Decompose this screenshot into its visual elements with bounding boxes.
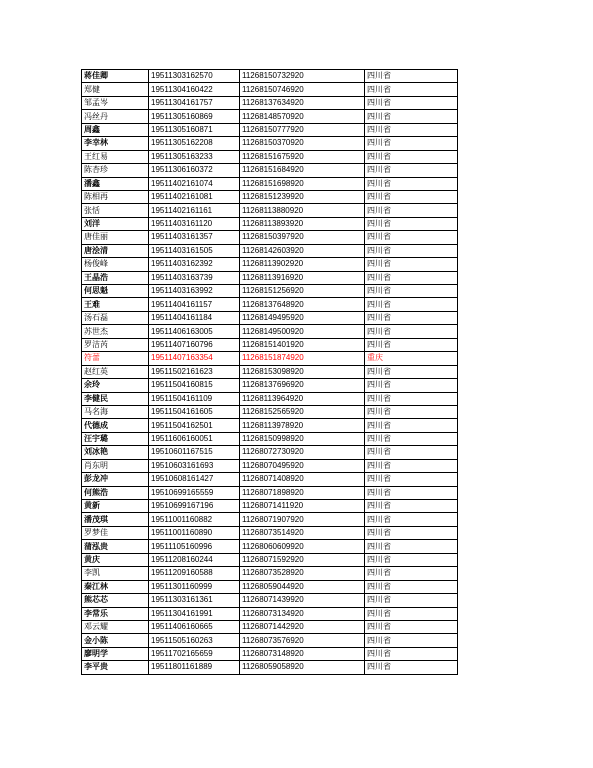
cell-name[interactable]: 何熊浩 [82,486,149,499]
cell-name[interactable]: 肖东明 [82,459,149,472]
cell-id1[interactable]: 19511403161505 [149,244,240,257]
cell-region[interactable]: 四川省 [365,405,458,418]
cell-name[interactable]: 秦江林 [82,580,149,593]
cell-region[interactable]: 四川省 [365,244,458,257]
cell-id1[interactable]: 19511403161357 [149,231,240,244]
cell-id2[interactable]: 11268151684920 [240,164,365,177]
cell-name[interactable]: 陈相再 [82,190,149,203]
cell-id1[interactable]: 19511105160996 [149,540,240,553]
cell-region[interactable]: 四川省 [365,379,458,392]
cell-id2[interactable]: 11268071411920 [240,500,365,513]
cell-id1[interactable]: 19511504160815 [149,379,240,392]
cell-name[interactable]: 郑健 [82,83,149,96]
cell-name[interactable]: 何思魁 [82,285,149,298]
table-row [82,258,458,271]
table-row [82,311,458,324]
cell-id2[interactable]: 11268073576920 [240,634,365,647]
cell-region[interactable]: 四川省 [365,96,458,109]
cell-region[interactable]: 四川省 [365,83,458,96]
table-row [82,661,458,674]
cell-region[interactable]: 四川省 [365,190,458,203]
cell-id2[interactable]: 11268150370920 [240,137,365,150]
cell-id1[interactable]: 19511305160871 [149,123,240,136]
cell-id2[interactable]: 11268150777920 [240,123,365,136]
table-row [82,392,458,405]
table-row [82,70,458,83]
cell-name[interactable]: 冯丝丹 [82,110,149,123]
cell-region[interactable]: 四川省 [365,164,458,177]
table-row [82,540,458,553]
cell-name[interactable]: 李凯 [82,567,149,580]
cell-id2[interactable]: 11268071442920 [240,620,365,633]
cell-id1[interactable]: 19511306160372 [149,164,240,177]
cell-name[interactable]: 熊芯芯 [82,594,149,607]
cell-region[interactable]: 四川省 [365,123,458,136]
table-row [82,83,458,96]
cell-region[interactable]: 四川省 [365,150,458,163]
cell-id1[interactable]: 19511505160263 [149,634,240,647]
cell-name[interactable]: 王晶浩 [82,271,149,284]
cell-id1[interactable]: 19511403163992 [149,285,240,298]
cell-name[interactable]: 王难 [82,298,149,311]
cell-id1[interactable]: 19511504161109 [149,392,240,405]
cell-id2[interactable]: 11268071592920 [240,553,365,566]
cell-id1[interactable]: 19511301160999 [149,580,240,593]
cell-id2[interactable]: 11268142603920 [240,244,365,257]
table-row [82,607,458,620]
cell-id2[interactable]: 11268151874920 [240,352,365,365]
cell-id2[interactable]: 11268151675920 [240,150,365,163]
cell-id1[interactable]: 19511404161184 [149,311,240,324]
table-row [82,473,458,486]
cell-id1[interactable]: 19511304160422 [149,83,240,96]
cell-id2[interactable]: 11268149500920 [240,325,365,338]
cell-id2[interactable]: 11268071439920 [240,594,365,607]
cell-name[interactable]: 罗梦佳 [82,526,149,539]
table-row [82,96,458,109]
cell-region[interactable]: 四川省 [365,338,458,351]
cell-id1[interactable]: 19511303161361 [149,594,240,607]
cell-id1[interactable]: 19511402161161 [149,204,240,217]
cell-region[interactable]: 重庆 [365,352,458,365]
cell-id1[interactable]: 19511702165659 [149,647,240,660]
cell-id1[interactable]: 19511502161623 [149,365,240,378]
cell-id1[interactable]: 19511305160869 [149,110,240,123]
table-row [82,352,458,365]
table-row [82,567,458,580]
cell-id1[interactable]: 19511305162208 [149,137,240,150]
cell-name[interactable]: 李幸林 [82,137,149,150]
cell-region[interactable]: 四川省 [365,419,458,432]
cell-id2[interactable]: 11268137648920 [240,298,365,311]
cell-id2[interactable]: 11268113964920 [240,392,365,405]
cell-id1[interactable]: 19510699165559 [149,486,240,499]
cell-region[interactable]: 四川省 [365,540,458,553]
cell-name[interactable]: 唐佳丽 [82,231,149,244]
cell-name[interactable]: 邓云耀 [82,620,149,633]
cell-region[interactable]: 四川省 [365,285,458,298]
cell-id1[interactable]: 19511606160051 [149,432,240,445]
cell-region[interactable]: 四川省 [365,231,458,244]
cell-id2[interactable]: 11268113893920 [240,217,365,230]
table-row [82,190,458,203]
table-row [82,271,458,284]
cell-id1[interactable]: 19511209160588 [149,567,240,580]
cell-id2[interactable]: 11268151401920 [240,338,365,351]
cell-id2[interactable]: 11268072730920 [240,446,365,459]
table-body [82,70,458,675]
cell-region[interactable]: 四川省 [365,432,458,445]
cell-id1[interactable]: 19511208160244 [149,553,240,566]
cell-id1[interactable]: 19511402161081 [149,190,240,203]
table-row [82,244,458,257]
cell-region[interactable]: 四川省 [365,647,458,660]
cell-id2[interactable]: 11268137696920 [240,379,365,392]
cell-region[interactable]: 四川省 [365,311,458,324]
table-row [82,580,458,593]
cell-name[interactable]: 刘洋 [82,217,149,230]
cell-id2[interactable]: 11268149495920 [240,311,365,324]
cell-id2[interactable]: 11268137634920 [240,96,365,109]
cell-region[interactable]: 四川省 [365,258,458,271]
cell-id2[interactable]: 11268153098920 [240,365,365,378]
cell-id1[interactable]: 19510699167196 [149,500,240,513]
cell-id1[interactable]: 19511403163739 [149,271,240,284]
cell-id2[interactable]: 11268073134920 [240,607,365,620]
table-row [82,177,458,190]
table-row [82,150,458,163]
cell-name[interactable]: 蒲泓贵 [82,540,149,553]
cell-region[interactable]: 四川省 [365,137,458,150]
cell-name[interactable]: 金小陈 [82,634,149,647]
cell-region[interactable]: 四川省 [365,526,458,539]
cell-region[interactable]: 四川省 [365,473,458,486]
cell-name[interactable]: 马名海 [82,405,149,418]
table-row [82,285,458,298]
cell-id2[interactable]: 11268148570920 [240,110,365,123]
cell-region[interactable]: 四川省 [365,620,458,633]
table-row [82,526,458,539]
cell-id2[interactable]: 11268151239920 [240,190,365,203]
cell-name[interactable]: 陈杏珍 [82,164,149,177]
table-row [82,419,458,432]
cell-id1[interactable]: 19511407160796 [149,338,240,351]
cell-id2[interactable]: 11268152565920 [240,405,365,418]
cell-name[interactable]: 黄新 [82,500,149,513]
cell-id2[interactable]: 11268113880920 [240,204,365,217]
cell-name[interactable]: 潘鑫 [82,177,149,190]
table-row [82,110,458,123]
cell-id2[interactable]: 11268060609920 [240,540,365,553]
cell-region[interactable]: 四川省 [365,110,458,123]
table-row [82,446,458,459]
table-row [82,123,458,136]
cell-id2[interactable]: 11268151698920 [240,177,365,190]
cell-region[interactable]: 四川省 [365,486,458,499]
cell-name[interactable]: 汪宇璐 [82,432,149,445]
cell-id1[interactable]: 19511407163354 [149,352,240,365]
table-row [82,204,458,217]
cell-region[interactable]: 四川省 [365,661,458,674]
cell-id1[interactable]: 19511303162570 [149,70,240,83]
cell-name[interactable]: 潘茂琪 [82,513,149,526]
cell-name[interactable]: 李健民 [82,392,149,405]
cell-id1[interactable]: 19511504162501 [149,419,240,432]
cell-id1[interactable]: 19511404161157 [149,298,240,311]
cell-region[interactable]: 四川省 [365,594,458,607]
cell-region[interactable]: 四川省 [365,607,458,620]
cell-name[interactable]: 廖明学 [82,647,149,660]
cell-name[interactable]: 刘冰艳 [82,446,149,459]
table-row [82,647,458,660]
table-row [82,620,458,633]
cell-id1[interactable]: 19511801161889 [149,661,240,674]
table-row [82,459,458,472]
cell-region[interactable]: 四川省 [365,217,458,230]
cell-region[interactable]: 四川省 [365,459,458,472]
cell-region[interactable]: 四川省 [365,70,458,83]
cell-id2[interactable]: 11268113978920 [240,419,365,432]
cell-region[interactable]: 四川省 [365,634,458,647]
cell-id2[interactable]: 11268150732920 [240,70,365,83]
cell-name[interactable]: 杨俊峰 [82,258,149,271]
table-row [82,231,458,244]
table-row [82,217,458,230]
cell-id1[interactable]: 19511403162392 [149,258,240,271]
cell-id1[interactable]: 19511304161757 [149,96,240,109]
cell-name[interactable]: 李常乐 [82,607,149,620]
cell-region[interactable]: 四川省 [365,513,458,526]
cell-name[interactable]: 邹孟岑 [82,96,149,109]
cell-name[interactable]: 唐浍清 [82,244,149,257]
cell-name[interactable]: 汤石磊 [82,311,149,324]
cell-name[interactable]: 代德成 [82,419,149,432]
table-row [82,500,458,513]
table-row [82,164,458,177]
table-row [82,405,458,418]
table-row [82,137,458,150]
cell-name[interactable]: 张恬 [82,204,149,217]
spreadsheet [81,69,458,675]
cell-id2[interactable]: 11268073148920 [240,647,365,660]
data-table [81,69,458,675]
cell-id2[interactable]: 11268113916920 [240,271,365,284]
cell-id2[interactable]: 11268150746920 [240,83,365,96]
cell-name[interactable]: 罗洁芮 [82,338,149,351]
cell-name[interactable]: 王红易 [82,150,149,163]
cell-region[interactable]: 四川省 [365,271,458,284]
cell-id2[interactable]: 11268059058920 [240,661,365,674]
cell-id1[interactable]: 19511001160882 [149,513,240,526]
table-row [82,486,458,499]
cell-id2[interactable]: 11268071907920 [240,513,365,526]
cell-id1[interactable]: 19510601167515 [149,446,240,459]
cell-id2[interactable]: 11268150397920 [240,231,365,244]
cell-id2[interactable]: 11268073528920 [240,567,365,580]
table-row [82,298,458,311]
cell-name[interactable]: 李平贵 [82,661,149,674]
table-row [82,379,458,392]
cell-name[interactable]: 彭龙冲 [82,473,149,486]
cell-region[interactable]: 四川省 [365,446,458,459]
cell-region[interactable]: 四川省 [365,177,458,190]
cell-region[interactable]: 四川省 [365,392,458,405]
cell-id1[interactable]: 19511406160665 [149,620,240,633]
cell-id2[interactable]: 11268113902920 [240,258,365,271]
cell-id1[interactable]: 19511406163005 [149,325,240,338]
table-row [82,634,458,647]
cell-region[interactable]: 四川省 [365,500,458,513]
cell-id1[interactable]: 19511402161074 [149,177,240,190]
table-row [82,365,458,378]
table-row [82,432,458,445]
cell-id1[interactable]: 19511504161605 [149,405,240,418]
cell-id2[interactable]: 11268070495920 [240,459,365,472]
cell-region[interactable]: 四川省 [365,553,458,566]
cell-id1[interactable]: 19511001160890 [149,526,240,539]
cell-name[interactable]: 蒋佳卿 [82,70,149,83]
cell-region[interactable]: 四川省 [365,365,458,378]
cell-id2[interactable]: 11268073514920 [240,526,365,539]
table-row [82,553,458,566]
cell-name[interactable]: 黄庆 [82,553,149,566]
cell-name[interactable]: 符蕾 [82,352,149,365]
cell-id2[interactable]: 11268059044920 [240,580,365,593]
cell-id1[interactable]: 19511305163233 [149,150,240,163]
cell-region[interactable]: 四川省 [365,298,458,311]
cell-name[interactable]: 苏世杰 [82,325,149,338]
cell-id2[interactable]: 11268071898920 [240,486,365,499]
cell-id2[interactable]: 11268071408920 [240,473,365,486]
cell-region[interactable]: 四川省 [365,204,458,217]
cell-id2[interactable]: 11268150998920 [240,432,365,445]
table-row [82,325,458,338]
table-row [82,513,458,526]
cell-name[interactable]: 余玲 [82,379,149,392]
table-row [82,594,458,607]
cell-id1[interactable]: 19511403161120 [149,217,240,230]
cell-id1[interactable]: 19511304161991 [149,607,240,620]
table-row [82,338,458,351]
cell-name[interactable]: 赵红英 [82,365,149,378]
cell-id1[interactable]: 19510608161427 [149,473,240,486]
cell-region[interactable]: 四川省 [365,580,458,593]
cell-id1[interactable]: 19510603161693 [149,459,240,472]
cell-id2[interactable]: 11268151256920 [240,285,365,298]
cell-region[interactable]: 四川省 [365,567,458,580]
cell-region[interactable]: 四川省 [365,325,458,338]
cell-name[interactable]: 周鑫 [82,123,149,136]
